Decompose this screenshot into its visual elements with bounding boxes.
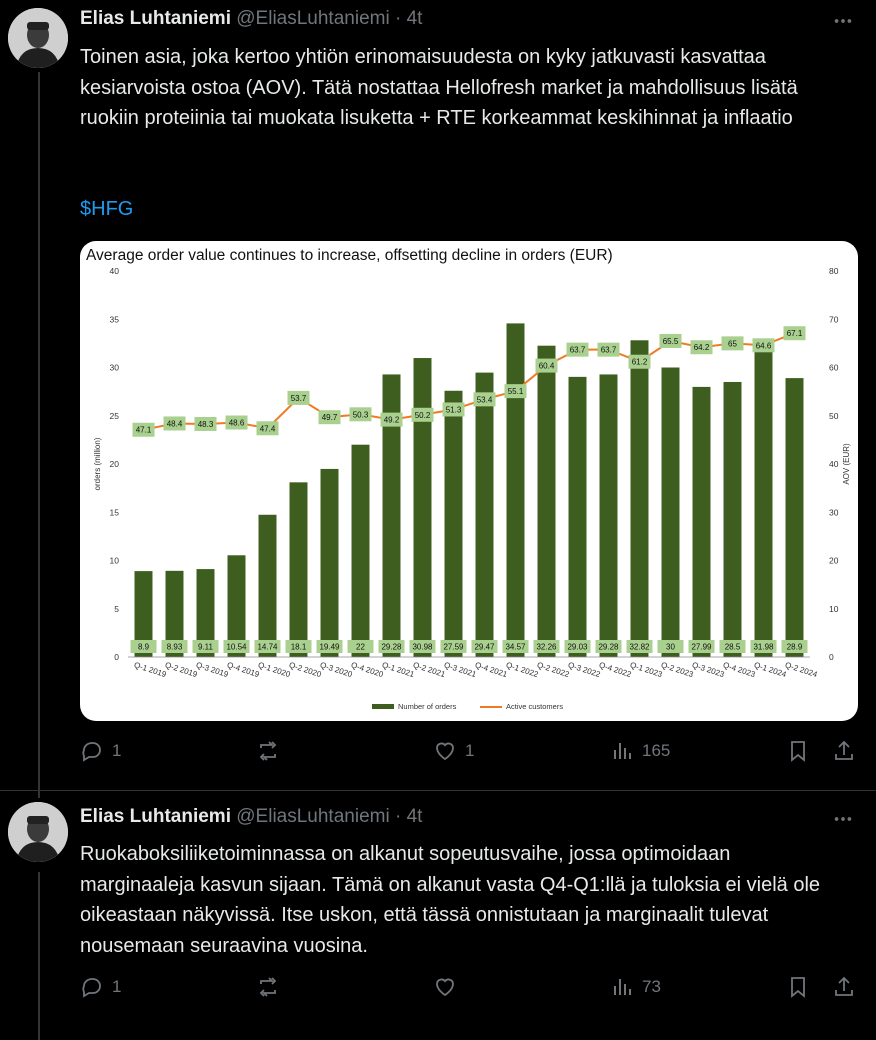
line-value-label: 50.2 bbox=[414, 410, 431, 420]
chart-image[interactable] bbox=[80, 241, 858, 721]
legend-bar-label: Number of orders bbox=[398, 702, 457, 711]
x-tick-label: Q-1 2021 bbox=[380, 660, 416, 680]
x-tick-label: Q-2 2023 bbox=[659, 660, 695, 680]
x-tick-label: Q-3 2023 bbox=[690, 660, 726, 680]
y2-tick-label: 80 bbox=[829, 266, 839, 276]
line-value-label: 65.5 bbox=[662, 336, 679, 346]
bar bbox=[321, 469, 339, 657]
bar-value-label: 32.82 bbox=[629, 642, 650, 652]
views-count: 73 bbox=[642, 977, 661, 996]
bar bbox=[662, 368, 680, 658]
legend-bar-swatch bbox=[372, 704, 394, 709]
repost-button[interactable] bbox=[256, 739, 288, 763]
reply-icon bbox=[80, 975, 104, 999]
cashtag[interactable]: $HFG bbox=[80, 198, 134, 220]
x-tick-label: Q-4 2019 bbox=[225, 660, 261, 680]
tweet-divider bbox=[0, 790, 876, 791]
line-value-label: 53.4 bbox=[476, 395, 493, 405]
bar bbox=[693, 387, 711, 657]
x-tick-label: Q-2 2020 bbox=[287, 660, 323, 680]
line-value-label: 63.7 bbox=[600, 345, 617, 355]
bar-value-label: 8.93 bbox=[166, 642, 183, 652]
y-axis-label: orders (million) bbox=[93, 437, 102, 491]
line-value-label: 49.7 bbox=[321, 413, 338, 423]
author-handle[interactable]: @EliasLuhtaniemi bbox=[236, 806, 390, 827]
bar-value-label: 14.74 bbox=[257, 642, 278, 652]
bar bbox=[569, 377, 587, 657]
y-tick-label: 5 bbox=[114, 603, 119, 614]
reply-icon bbox=[80, 739, 104, 763]
more-icon[interactable] bbox=[832, 10, 854, 38]
views-count: 165 bbox=[642, 741, 671, 760]
y2-tick-label: 0 bbox=[829, 652, 834, 662]
chart-title: Average order value continues to increase, offsetting decline in orders (EUR) bbox=[86, 247, 613, 264]
views-icon bbox=[610, 975, 634, 999]
tweet-header bbox=[80, 8, 422, 30]
legend-line-label: Active customers bbox=[506, 702, 564, 711]
timestamp[interactable]: 4t bbox=[406, 806, 423, 827]
line-value-label: 64.6 bbox=[755, 341, 772, 351]
tweet-header bbox=[80, 806, 422, 828]
author-handle[interactable]: @EliasLuhtaniemi bbox=[236, 8, 390, 29]
action-bar bbox=[80, 739, 860, 769]
timestamp[interactable]: 4t bbox=[406, 8, 423, 29]
line-value-label: 50.3 bbox=[352, 410, 369, 420]
y-tick-label: 15 bbox=[109, 507, 119, 518]
line-value-label: 47.4 bbox=[259, 424, 276, 434]
views-icon bbox=[610, 739, 634, 763]
share-icon bbox=[832, 975, 856, 999]
author-name[interactable]: Elias Luhtaniemi bbox=[80, 806, 231, 827]
chart bbox=[80, 241, 858, 721]
bar bbox=[755, 348, 773, 657]
line-value-label: 64.2 bbox=[693, 343, 710, 353]
bar-value-label: 27.59 bbox=[443, 642, 464, 652]
x-tick-label: Q-3 2021 bbox=[442, 660, 478, 680]
bar-value-label: 28.9 bbox=[786, 642, 803, 652]
x-tick-label: Q-4 2023 bbox=[721, 660, 757, 680]
x-tick-label: Q-3 2020 bbox=[318, 660, 354, 680]
bar-value-label: 8.9 bbox=[137, 642, 150, 652]
reply-count: 1 bbox=[112, 741, 122, 760]
reply-button[interactable] bbox=[80, 739, 121, 763]
bar bbox=[259, 515, 277, 657]
bookmark-icon bbox=[786, 739, 810, 763]
y2-axis-label: AOV (EUR) bbox=[842, 443, 851, 485]
bar-value-label: 29.28 bbox=[381, 642, 402, 652]
line-value-label: 67.1 bbox=[786, 329, 803, 339]
cashtag-link[interactable] bbox=[80, 194, 850, 225]
views-button[interactable] bbox=[610, 739, 670, 763]
line-value-label: 49.2 bbox=[383, 415, 400, 425]
line-value-label: 55.1 bbox=[507, 387, 524, 397]
bar bbox=[290, 482, 308, 657]
line-value-label: 61.2 bbox=[631, 357, 648, 367]
line-value-label: 48.6 bbox=[228, 418, 245, 428]
y2-tick-label: 20 bbox=[829, 555, 839, 566]
y-tick-label: 0 bbox=[114, 652, 119, 662]
bar-value-label: 9.11 bbox=[198, 642, 213, 652]
bar-value-label: 31.98 bbox=[753, 642, 774, 652]
bar bbox=[786, 378, 804, 657]
bar-value-label: 32.26 bbox=[536, 642, 557, 652]
avatar[interactable] bbox=[8, 802, 68, 862]
y2-tick-label: 70 bbox=[829, 314, 839, 325]
x-tick-label: Q-1 2023 bbox=[628, 660, 664, 680]
y2-tick-label: 30 bbox=[829, 507, 839, 518]
bar bbox=[538, 346, 556, 657]
more-icon[interactable] bbox=[832, 808, 854, 836]
like-count: 1 bbox=[465, 741, 475, 760]
bar-value-label: 30.98 bbox=[412, 642, 433, 652]
x-tick-label: Q-1 2020 bbox=[256, 660, 292, 680]
bookmark-icon bbox=[786, 975, 810, 999]
share-button[interactable] bbox=[832, 975, 856, 999]
y-tick-label: 10 bbox=[109, 555, 119, 566]
line-value-label: 48.3 bbox=[197, 419, 214, 429]
bar-value-label: 27.99 bbox=[691, 642, 712, 652]
bar-value-label: 18.1 bbox=[290, 642, 307, 652]
x-tick-label: Q-2 2022 bbox=[535, 660, 571, 680]
y-tick-label: 30 bbox=[109, 362, 119, 373]
line-value-label: 53.7 bbox=[290, 393, 307, 403]
like-icon bbox=[433, 975, 457, 999]
action-bar bbox=[80, 975, 860, 1005]
like-icon bbox=[433, 739, 457, 763]
like-button[interactable] bbox=[433, 739, 474, 763]
tweet-text: Ruokaboksiliiketoiminnassa on alkanut sopeutusvaihe, jossa optimoidaan marginaaleja kasvun sijaan. Tämä on alkanut vasta Q4-Q1:llä ja tuloksia ei vielä ole oikeastaan näkyvissä. Itse uskon, että tässä onnistutaan ja marginaalit tulevat nousemaan seuraavina vuosina. bbox=[80, 843, 821, 957]
avatar-image bbox=[8, 802, 68, 862]
line-value-label: 65 bbox=[728, 339, 737, 349]
bar-value-label: 22 bbox=[356, 642, 365, 652]
x-tick-label: Q-3 2019 bbox=[194, 660, 230, 680]
x-tick-label: Q-3 2022 bbox=[566, 660, 602, 680]
line-value-label: 51.3 bbox=[445, 405, 462, 415]
bar-value-label: 29.28 bbox=[598, 642, 619, 652]
share-button[interactable] bbox=[832, 739, 856, 763]
views-button[interactable] bbox=[610, 975, 661, 999]
y-tick-label: 35 bbox=[109, 314, 119, 325]
bar bbox=[445, 391, 463, 657]
y-tick-label: 25 bbox=[109, 410, 119, 421]
share-icon bbox=[832, 739, 856, 763]
x-tick-label: Q-2 2024 bbox=[783, 660, 819, 680]
bar bbox=[414, 358, 432, 657]
x-tick-label: Q-1 2019 bbox=[132, 660, 168, 680]
bar bbox=[631, 340, 649, 657]
x-tick-label: Q-2 2019 bbox=[163, 660, 199, 680]
avatar[interactable] bbox=[8, 8, 68, 68]
bar bbox=[724, 382, 742, 657]
tweet-text: Toinen asia, joka kertoo yhtiön erinomaisuudesta on kyky jatkuvasti kasvattaa kesiarvoista ostoa (AOV). Tätä nostattaa Hellofresh market ja mahdollisuus lisätä ruokiin proteiinia tai muokata lisuketta + RTE korkeammat keskihinnat ja inflaatio bbox=[80, 46, 798, 129]
y2-tick-label: 60 bbox=[829, 362, 839, 373]
x-tick-label: Q-4 2022 bbox=[597, 660, 633, 680]
bar-value-label: 34.57 bbox=[505, 642, 526, 652]
x-tick-label: Q-1 2024 bbox=[752, 660, 788, 680]
author-name[interactable]: Elias Luhtaniemi bbox=[80, 8, 231, 29]
line-value-label: 63.7 bbox=[569, 345, 586, 355]
line-value-label: 48.4 bbox=[166, 419, 183, 429]
line-value-label: 47.1 bbox=[135, 425, 152, 435]
x-tick-label: Q-4 2021 bbox=[473, 660, 509, 680]
bookmark-button[interactable] bbox=[786, 739, 810, 763]
separator: · bbox=[394, 806, 402, 827]
y2-tick-label: 40 bbox=[829, 459, 839, 469]
repost-icon bbox=[256, 975, 280, 999]
bar-value-label: 30 bbox=[666, 642, 675, 652]
bar-value-label: 29.47 bbox=[474, 642, 495, 652]
bar bbox=[476, 373, 494, 657]
bar bbox=[352, 445, 370, 657]
repost-button[interactable] bbox=[256, 975, 288, 999]
bar-value-label: 29.03 bbox=[567, 642, 588, 652]
bar-value-label: 10.54 bbox=[226, 642, 247, 652]
bar-value-label: 19.49 bbox=[319, 642, 340, 652]
bar bbox=[507, 323, 525, 657]
y-tick-label: 40 bbox=[109, 266, 119, 276]
y2-tick-label: 10 bbox=[829, 603, 839, 614]
reply-button[interactable] bbox=[80, 975, 121, 999]
x-tick-label: Q-4 2020 bbox=[349, 660, 385, 680]
line-value-label: 60.4 bbox=[538, 361, 555, 371]
reply-count: 1 bbox=[112, 977, 122, 996]
x-tick-label: Q-1 2022 bbox=[504, 660, 540, 680]
x-tick-label: Q-2 2021 bbox=[411, 660, 447, 680]
tweet[interactable] bbox=[0, 796, 876, 1040]
repost-icon bbox=[256, 739, 280, 763]
avatar-image bbox=[8, 8, 68, 68]
bookmark-button[interactable] bbox=[786, 975, 810, 999]
like-button[interactable] bbox=[433, 975, 465, 999]
bar-value-label: 28.5 bbox=[724, 642, 741, 652]
separator: · bbox=[394, 8, 402, 29]
y-tick-label: 20 bbox=[109, 459, 119, 469]
bar bbox=[600, 374, 618, 657]
y2-tick-label: 50 bbox=[829, 410, 839, 421]
